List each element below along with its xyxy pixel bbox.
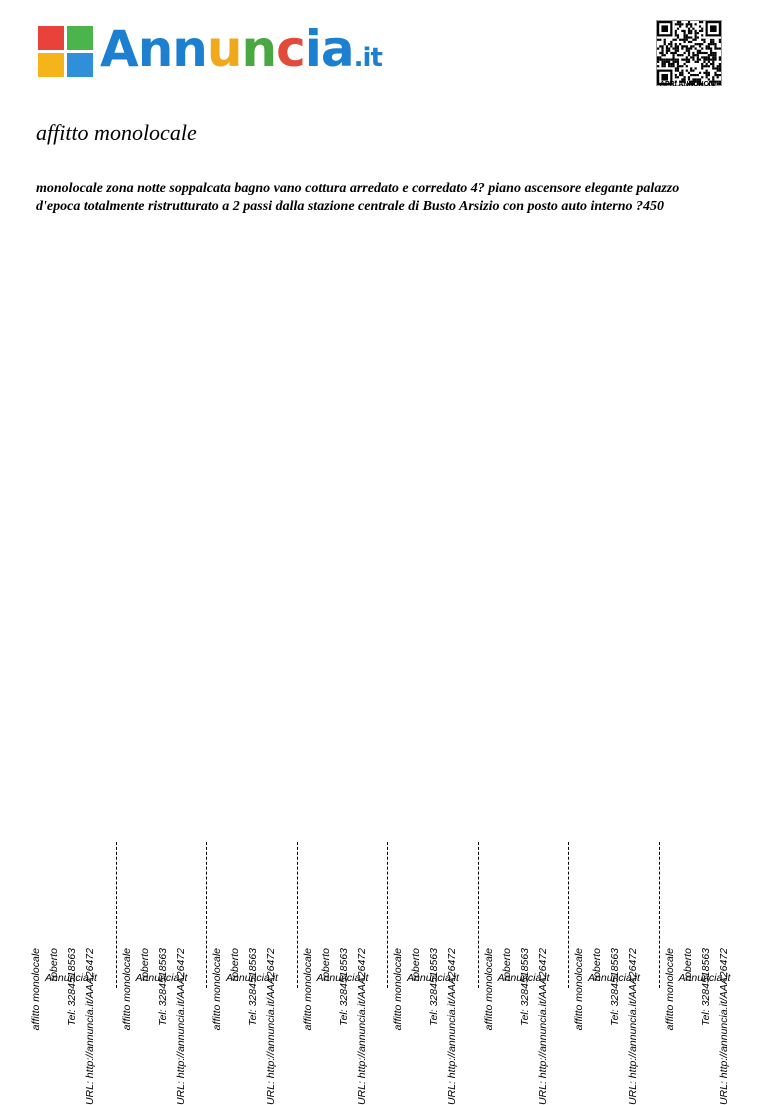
tear-off-name: roberto	[681, 948, 694, 982]
tear-off-phone: Tel: 3284518563	[66, 948, 78, 1026]
tear-off-brand: Annuncia.it	[588, 972, 640, 984]
tear-off-tab	[26, 820, 116, 1105]
tear-off-phone: Tel: 3284518563	[156, 948, 169, 1026]
tear-off-url: URL: http://annuncia.it/AAA26472	[536, 948, 549, 1105]
tear-off-phone: Tel: 3284518563	[247, 948, 259, 1026]
tear-off-phone: Tel: 3284518563	[699, 948, 712, 1026]
tear-off-title: affitto monolocale	[30, 948, 42, 1031]
tear-off-title: affitto monolocale	[573, 948, 585, 1031]
tear-off-name: roberto	[500, 948, 513, 982]
tear-off-url: URL: http://annuncia.it/AAA26472	[174, 948, 187, 1105]
tear-off-name: roberto	[319, 948, 332, 982]
listing-description: monolocale zona notte soppalcata bagno vano cottura arredato e corredato 4? piano ascensore elegante palazzo d'epoca totalmente ristrutturato a 2 passi dalla stazione centrale di Busto Arsizio con posto auto interno ?450	[36, 181, 680, 214]
four-color-squares-icon	[38, 26, 94, 78]
tear-off-name: roberto	[591, 948, 603, 982]
tear-off-tab	[569, 820, 659, 1105]
tear-off-phone: Tel: 3284518563	[609, 948, 621, 1026]
tear-off-brand: Annuncia.it	[407, 972, 459, 984]
tear-off-name: roberto	[138, 948, 151, 982]
tear-off-brand: Annuncia.it	[135, 972, 188, 984]
tear-off-tab	[207, 820, 297, 1105]
tear-off-brand: Annuncia.it	[45, 972, 97, 984]
tear-off-brand: Annuncia.it	[316, 972, 369, 984]
tear-off-name: roberto	[229, 948, 241, 982]
annuncia-logo	[38, 20, 398, 78]
tear-off-title: affitto monolocale	[301, 948, 314, 1031]
qr-code-icon[interactable]	[656, 20, 722, 86]
qr-label: APRI ANNUNCIO	[659, 81, 717, 88]
tear-off-phone: Tel: 3284518563	[518, 948, 531, 1026]
listing-title: affitto monolocale	[36, 120, 197, 145]
tear-off-url: URL: http://annuncia.it/AAA26472	[627, 948, 639, 1105]
tear-off-tab	[660, 820, 750, 1105]
tear-off-url: URL: http://annuncia.it/AAA26472	[446, 948, 458, 1105]
tear-off-tab	[117, 820, 207, 1105]
tear-off-name: roberto	[48, 948, 60, 982]
tear-off-phone: Tel: 3284518563	[428, 948, 440, 1026]
tear-off-url: URL: http://annuncia.it/AAA26472	[355, 948, 368, 1105]
tear-off-tab	[388, 820, 478, 1105]
tear-off-title: affitto monolocale	[482, 948, 495, 1031]
tear-off-url: URL: http://annuncia.it/AAA26472	[717, 948, 730, 1105]
tear-off-title: affitto monolocale	[211, 948, 223, 1031]
tear-off-tab	[479, 820, 569, 1105]
logo-wordmark: Annuncia.it	[100, 20, 382, 78]
tear-off-phone: Tel: 3284518563	[337, 948, 350, 1026]
tear-off-url: URL: http://annuncia.it/AAA26472	[84, 948, 96, 1105]
tear-off-name: roberto	[410, 948, 422, 982]
tear-off-brand: Annuncia.it	[678, 972, 731, 984]
tear-off-title: affitto monolocale	[120, 948, 133, 1031]
tear-off-tab	[298, 820, 388, 1105]
tear-off-brand: Annuncia.it	[497, 972, 550, 984]
tear-off-strips	[26, 820, 748, 1105]
tear-off-title: affitto monolocale	[663, 948, 676, 1031]
tear-off-url: URL: http://annuncia.it/AAA26472	[265, 948, 277, 1105]
tear-off-brand: Annuncia.it	[226, 972, 278, 984]
tear-off-title: affitto monolocale	[392, 948, 404, 1031]
